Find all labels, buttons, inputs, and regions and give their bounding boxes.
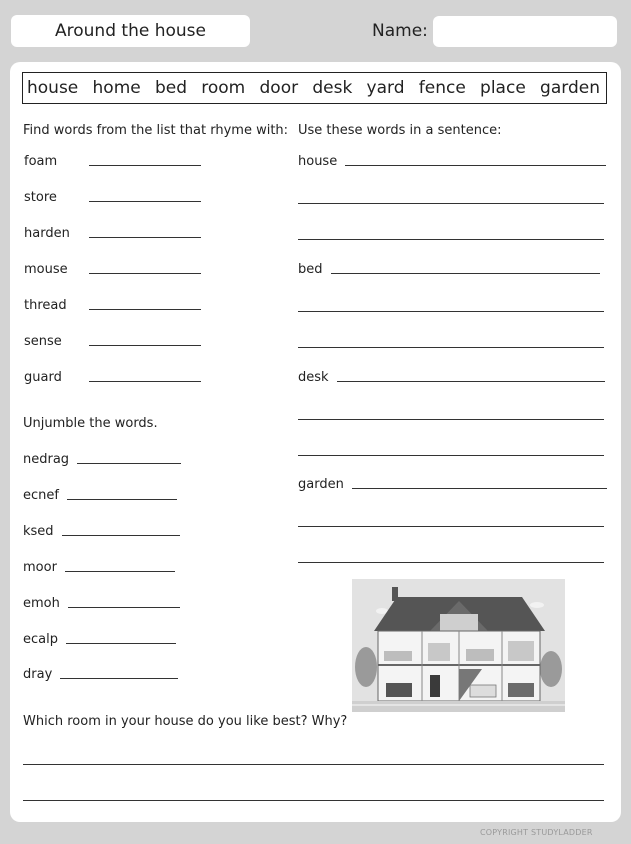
answer-line[interactable]	[345, 164, 606, 166]
sentence-word: bed	[298, 262, 323, 277]
jumbled-word: nedrag	[23, 452, 70, 467]
word-bank-item: bed	[154, 78, 188, 98]
answer-line[interactable]	[298, 203, 604, 204]
jumbled-word: emoh	[23, 596, 60, 611]
sentence-row	[298, 477, 607, 492]
sentence-row	[298, 370, 605, 385]
rhyme-row	[24, 262, 201, 277]
house-illustration	[352, 579, 565, 712]
rhyme-row	[24, 298, 201, 313]
name-label: Name:	[372, 21, 428, 41]
rhyme-row	[24, 370, 201, 385]
rhyme-word: store	[24, 190, 57, 205]
sentence-heading: Use these words in a sentence:	[298, 123, 502, 138]
word-bank-item: house	[27, 78, 79, 98]
answer-line[interactable]	[89, 308, 201, 310]
question-text: Which room in your house do you like best? Why?	[23, 714, 348, 729]
sentence-word: desk	[298, 370, 329, 385]
unjumble-row	[23, 452, 181, 467]
unjumble-row	[23, 524, 180, 539]
worksheet-sheet	[10, 62, 621, 822]
jumbled-word: dray	[23, 667, 53, 682]
word-bank-item: place	[480, 78, 526, 98]
rhyme-row	[24, 334, 201, 349]
answer-line[interactable]	[298, 562, 604, 563]
answer-line[interactable]	[298, 239, 604, 240]
word-bank-item: home	[92, 78, 141, 98]
rhyme-row	[24, 190, 201, 205]
name-field[interactable]	[433, 16, 617, 47]
jumbled-word: ecalp	[23, 632, 58, 647]
word-bank-item: fence	[418, 78, 466, 98]
answer-line[interactable]	[89, 164, 201, 166]
unjumble-heading: Unjumble the words.	[23, 416, 158, 431]
unjumble-row	[23, 596, 180, 611]
answer-line[interactable]	[60, 677, 178, 679]
answer-line[interactable]	[337, 380, 605, 382]
sentence-row	[298, 262, 600, 277]
rhyme-word: foam	[24, 154, 58, 169]
word-bank-item: door	[259, 78, 299, 98]
rhyme-word: harden	[24, 226, 70, 241]
answer-line[interactable]	[89, 380, 201, 382]
answer-line[interactable]	[89, 272, 201, 274]
answer-line[interactable]	[23, 800, 604, 801]
rhyme-word: sense	[24, 334, 62, 349]
word-bank-item: desk	[312, 78, 353, 98]
jumbled-word: moor	[23, 560, 57, 575]
answer-line[interactable]	[67, 498, 177, 500]
unjumble-row	[23, 488, 177, 503]
word-bank-item: room	[201, 78, 246, 98]
answer-line[interactable]	[298, 419, 604, 420]
jumbled-word: ksed	[23, 524, 54, 539]
rhyme-word: mouse	[24, 262, 68, 277]
answer-line[interactable]	[89, 236, 201, 238]
answer-line[interactable]	[352, 487, 607, 489]
answer-line[interactable]	[89, 200, 201, 202]
answer-line[interactable]	[331, 272, 600, 274]
copyright-text: COPYRIGHT STUDYLADDER	[480, 828, 593, 837]
answer-line[interactable]	[65, 570, 175, 572]
rhyme-word: guard	[24, 370, 62, 385]
rhyme-word: thread	[24, 298, 67, 313]
jumbled-word: ecnef	[23, 488, 59, 503]
rhyme-row	[24, 226, 201, 241]
sentence-word: house	[298, 154, 338, 169]
answer-line[interactable]	[77, 462, 181, 464]
rhyme-heading: Find words from the list that rhyme with:	[23, 123, 289, 138]
answer-line[interactable]	[68, 606, 180, 608]
answer-line[interactable]	[66, 642, 176, 644]
sentence-row	[298, 154, 606, 169]
worksheet-title: Around the house	[11, 15, 250, 47]
unjumble-row	[23, 560, 175, 575]
unjumble-row	[23, 667, 178, 682]
answer-line[interactable]	[298, 455, 604, 456]
rhyme-row	[24, 154, 201, 169]
answer-line[interactable]	[298, 526, 604, 527]
answer-line[interactable]	[62, 534, 180, 536]
sentence-word: garden	[298, 477, 344, 492]
unjumble-row	[23, 632, 176, 647]
word-bank	[22, 72, 607, 104]
answer-line[interactable]	[23, 764, 604, 765]
word-bank-item: yard	[366, 78, 405, 98]
answer-line[interactable]	[298, 311, 604, 312]
answer-line[interactable]	[298, 347, 604, 348]
word-bank-item: garden	[540, 78, 600, 98]
answer-line[interactable]	[89, 344, 201, 346]
